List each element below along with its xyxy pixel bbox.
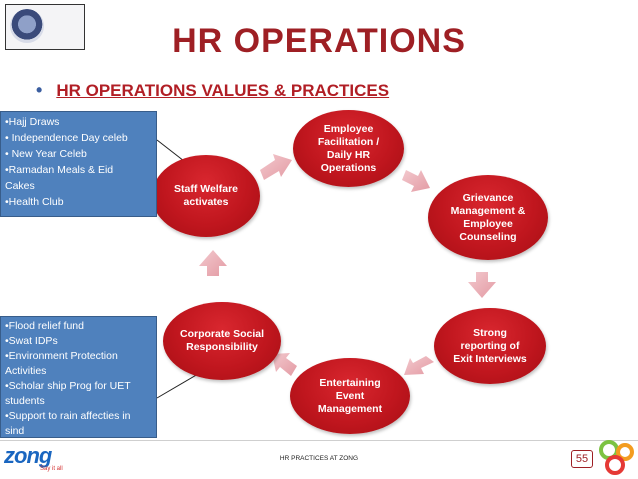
note-line: •Swat IDPs bbox=[5, 335, 58, 347]
page-number: 55 bbox=[571, 450, 593, 468]
circle-label-line: Counseling bbox=[459, 230, 517, 243]
note-line: sind bbox=[5, 425, 25, 437]
arrow-csr-to-welfare bbox=[199, 250, 227, 276]
note-line: •Hajj Draws bbox=[5, 116, 60, 128]
footer-divider bbox=[0, 440, 638, 441]
note-line: •Ramadan Meals & Eid bbox=[5, 164, 114, 176]
arrow-grievance-to-exit bbox=[468, 272, 496, 298]
circle-label-line: activates bbox=[183, 196, 229, 208]
circle-event-management bbox=[290, 358, 410, 434]
circle-label-line: Operations bbox=[320, 161, 377, 174]
slide-title: HR OPERATIONS bbox=[172, 22, 466, 60]
circle-label-line: Grievance bbox=[462, 191, 514, 204]
note-line: •Health Club bbox=[5, 196, 64, 208]
circle-label-line: Responsibility bbox=[186, 341, 258, 353]
zong-logo: zong bbox=[4, 443, 52, 468]
circle-label-line: Corporate Social bbox=[179, 328, 265, 340]
circle-label-line: Facilitation / bbox=[317, 135, 380, 148]
circle-label-line: Event bbox=[335, 389, 365, 402]
subtitle-text: HR OPERATIONS VALUES & PRACTICES bbox=[56, 81, 390, 100]
circle-label-line: reporting of bbox=[460, 339, 520, 352]
arrow-facilitation-to-grievance bbox=[402, 170, 430, 192]
circle-label-line: Management & bbox=[450, 204, 526, 217]
note-line: students bbox=[5, 395, 45, 407]
arrow-welfare-to-facilitation bbox=[260, 154, 292, 180]
circle-label-line: Employee bbox=[323, 122, 374, 135]
zong-tagline: Say it all bbox=[40, 466, 63, 472]
circle-staff-welfare bbox=[152, 155, 260, 237]
note-line: •Support to rain affecties in bbox=[5, 410, 131, 422]
circle-label-line: Exit Interviews bbox=[453, 352, 527, 365]
footer-text: HR PRACTICES AT ZONG bbox=[279, 455, 359, 462]
note-line: •Scholar ship Prog for UET bbox=[5, 380, 131, 392]
circle-label-line: Strong bbox=[473, 326, 507, 339]
note-line: • Independence Day celeb bbox=[5, 132, 128, 144]
circle-label-line: Staff Welfare bbox=[174, 183, 238, 195]
bullet-icon: • bbox=[36, 80, 43, 100]
note-line: • New Year Celeb bbox=[5, 148, 87, 160]
circle-grievance bbox=[428, 175, 548, 260]
circle-label-line: Entertaining bbox=[319, 376, 381, 389]
brand-swirl-icon bbox=[598, 438, 636, 476]
note-welfare-activities bbox=[0, 111, 157, 217]
note-line: •Flood relief fund bbox=[5, 320, 84, 332]
circle-employee-facilitation bbox=[293, 110, 404, 187]
circle-label-line: Management bbox=[317, 402, 383, 415]
note-line: •Environment Protection bbox=[5, 350, 118, 362]
arrow-exit-to-event bbox=[404, 356, 434, 375]
circle-csr bbox=[163, 302, 281, 380]
circle-exit-interviews bbox=[434, 308, 546, 384]
note-line: Activities bbox=[5, 365, 47, 377]
note-line: Cakes bbox=[5, 180, 35, 192]
note-csr-activities bbox=[0, 316, 157, 438]
circle-label-line: Daily HR bbox=[326, 148, 371, 161]
circle-label-line: Employee bbox=[463, 217, 513, 230]
